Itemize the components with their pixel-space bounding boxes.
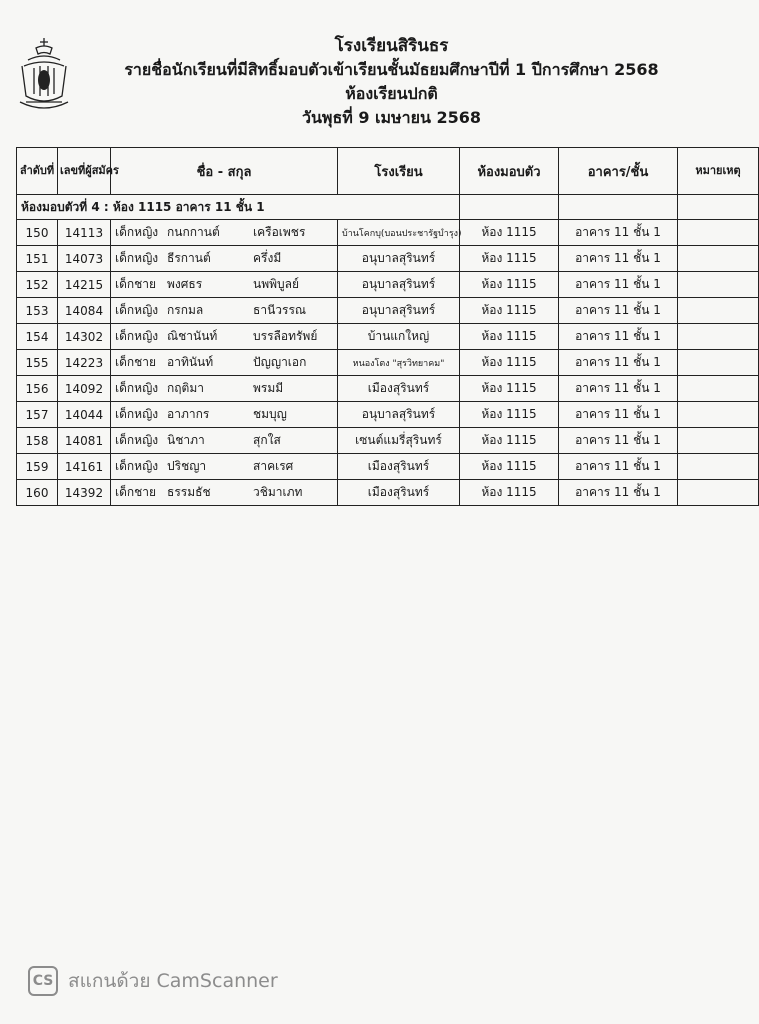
building-cell: อาคาร 11 ชั้น 1 (559, 298, 678, 324)
name-cell (111, 298, 338, 324)
name-group (115, 379, 333, 398)
group-row (17, 195, 759, 220)
table-row (17, 220, 759, 246)
first-name: นิชาภา (167, 433, 205, 447)
document-date: วันพุธที่ 9 เมษายน 2568 (301, 108, 481, 127)
seq-cell: 158 (17, 428, 58, 454)
name-group (115, 431, 333, 450)
table-row (17, 298, 759, 324)
name-group (115, 483, 333, 502)
last-name: ธานีวรรณ (253, 303, 307, 317)
name-group (115, 457, 333, 476)
room-cell: ห้อง 1115 (460, 272, 559, 298)
seq-cell: 157 (17, 402, 58, 428)
name-prefix: เด็กชาย (115, 485, 157, 499)
header-note: หมายเหตุ (678, 148, 759, 195)
name-prefix: เด็กหญิง (115, 381, 159, 395)
applicant-no-cell: 14084 (58, 298, 111, 324)
table-row (17, 272, 759, 298)
header-name: ชื่อ - สกุล (111, 148, 338, 195)
name-prefix: เด็กหญิง (115, 225, 159, 239)
building-cell: อาคาร 11 ชั้น 1 (559, 220, 678, 246)
name-prefix: เด็กหญิง (115, 433, 159, 447)
school-cell: อนุบาลสุรินทร์ (338, 402, 460, 428)
name-cell (111, 324, 338, 350)
last-name: ปัญญาเอก (253, 355, 307, 369)
school-emblem-icon (16, 36, 72, 114)
note-cell (678, 272, 759, 298)
name-cell (111, 454, 338, 480)
applicant-no-cell: 14073 (58, 246, 111, 272)
first-name: ธีรกานต์ (167, 251, 211, 265)
group-room-cell (460, 195, 559, 220)
header-applicant-no: เลขที่ผู้สมัคร (58, 148, 111, 195)
first-name: ธรรมธัช (167, 485, 211, 499)
applicant-no-cell: 14161 (58, 454, 111, 480)
table-row (17, 428, 759, 454)
first-name: อาภากร (167, 407, 210, 421)
building-cell: อาคาร 11 ชั้น 1 (559, 324, 678, 350)
applicant-no-cell: 14302 (58, 324, 111, 350)
last-name: ชมบุญ (253, 407, 287, 421)
name-group (115, 301, 333, 320)
room-cell: ห้อง 1115 (460, 402, 559, 428)
last-name: พรมมี (253, 381, 284, 395)
name-cell (111, 246, 338, 272)
note-cell (678, 246, 759, 272)
building-cell: อาคาร 11 ชั้น 1 (559, 454, 678, 480)
building-cell: อาคาร 11 ชั้น 1 (559, 480, 678, 506)
last-name: นพพิบูลย์ (253, 277, 300, 291)
name-prefix: เด็กหญิง (115, 459, 159, 473)
school-cell: อนุบาลสุรินทร์ (338, 298, 460, 324)
first-name: ปริชญา (167, 459, 207, 473)
first-name: อาทินันท์ (167, 355, 214, 369)
header-seq: ลำดับที่ (17, 148, 58, 195)
school-name: โรงเรียนสิรินธร (334, 36, 449, 56)
group-note-cell (678, 195, 759, 220)
note-cell (678, 350, 759, 376)
table-row (17, 454, 759, 480)
note-cell (678, 480, 759, 506)
room-cell: ห้อง 1115 (460, 220, 559, 246)
name-prefix: เด็กหญิง (115, 251, 159, 265)
group-label: ห้องมอบตัวที่ 4 : ห้อง 1115 อาคาร 11 ชั้น 1 (17, 195, 460, 220)
applicant-no-cell: 14044 (58, 402, 111, 428)
name-prefix: เด็กหญิง (115, 329, 159, 343)
name-prefix: เด็กชาย (115, 277, 157, 291)
building-cell: อาคาร 11 ชั้น 1 (559, 246, 678, 272)
seq-cell: 156 (17, 376, 58, 402)
note-cell (678, 220, 759, 246)
document-header (70, 34, 713, 130)
camscanner-logo-icon: CS (28, 966, 58, 996)
first-name: พงศธร (167, 277, 203, 291)
name-cell (111, 376, 338, 402)
seq-cell: 153 (17, 298, 58, 324)
applicant-no-cell: 14081 (58, 428, 111, 454)
applicant-no-cell: 14215 (58, 272, 111, 298)
first-name: ณิชานันท์ (167, 329, 218, 343)
note-cell (678, 324, 759, 350)
last-name: ครึ่งมี (253, 251, 282, 265)
name-prefix: เด็กหญิง (115, 303, 159, 317)
last-name: สาคเรศ (253, 459, 294, 473)
first-name: กฤติมา (167, 381, 204, 395)
table-row (17, 246, 759, 272)
table-row (17, 324, 759, 350)
name-group (115, 249, 333, 268)
school-cell: เมืองสุรินทร์ (338, 454, 460, 480)
seq-cell: 152 (17, 272, 58, 298)
building-cell: อาคาร 11 ชั้น 1 (559, 428, 678, 454)
note-cell (678, 428, 759, 454)
seq-cell: 155 (17, 350, 58, 376)
first-name: กนกกานต์ (167, 225, 220, 239)
room-cell: ห้อง 1115 (460, 350, 559, 376)
seq-cell: 151 (17, 246, 58, 272)
room-cell: ห้อง 1115 (460, 454, 559, 480)
name-prefix: เด็กหญิง (115, 407, 159, 421)
group-building-cell (559, 195, 678, 220)
room-cell: ห้อง 1115 (460, 480, 559, 506)
table-header-row (17, 148, 759, 195)
name-cell (111, 220, 338, 246)
school-cell: อนุบาลสุรินทร์ (338, 272, 460, 298)
table-row (17, 376, 759, 402)
school-cell: เมืองสุรินทร์ (338, 480, 460, 506)
table-row (17, 402, 759, 428)
last-name: สุกใส (253, 433, 281, 447)
last-name: บรรลือทรัพย์ (253, 329, 318, 343)
applicant-no-cell: 14223 (58, 350, 111, 376)
school-cell: หนองโตง "สุรวิทยาคม" (338, 350, 460, 376)
school-cell: เซนต์แมรี่สุรินทร์ (338, 428, 460, 454)
room-cell: ห้อง 1115 (460, 298, 559, 324)
note-cell (678, 454, 759, 480)
name-cell (111, 350, 338, 376)
header-room: ห้องมอบตัว (460, 148, 559, 195)
document-title: รายชื่อนักเรียนที่มีสิทธิ์มอบตัวเข้าเรียนชั้นมัธยมศึกษาปีที่ 1 ปีการศึกษา 2568 (124, 60, 659, 79)
header-school: โรงเรียน (338, 148, 460, 195)
room-cell: ห้อง 1115 (460, 428, 559, 454)
note-cell (678, 376, 759, 402)
name-prefix: เด็กชาย (115, 355, 157, 369)
seq-cell: 154 (17, 324, 58, 350)
building-cell: อาคาร 11 ชั้น 1 (559, 376, 678, 402)
name-group (115, 405, 333, 424)
school-cell: อนุบาลสุรินทร์ (338, 246, 460, 272)
room-cell: ห้อง 1115 (460, 246, 559, 272)
first-name: กรกมล (167, 303, 204, 317)
room-cell: ห้อง 1115 (460, 324, 559, 350)
applicant-no-cell: 14392 (58, 480, 111, 506)
last-name: วชิมาเภท (253, 485, 303, 499)
name-cell (111, 428, 338, 454)
note-cell (678, 298, 759, 324)
building-cell: อาคาร 11 ชั้น 1 (559, 402, 678, 428)
name-group (115, 327, 333, 346)
school-cell: บ้านแกใหญ่ (338, 324, 460, 350)
school-cell: เมืองสุรินทร์ (338, 376, 460, 402)
name-cell (111, 402, 338, 428)
table-row (17, 480, 759, 506)
class-type: ห้องเรียนปกติ (345, 84, 438, 103)
name-cell (111, 272, 338, 298)
school-cell: บ้านโคกบุ(บอนประชารัฐบำรุง) (338, 220, 460, 246)
room-cell: ห้อง 1115 (460, 376, 559, 402)
name-group (115, 275, 333, 294)
camscanner-watermark (28, 966, 278, 996)
building-cell: อาคาร 11 ชั้น 1 (559, 272, 678, 298)
table-row (17, 350, 759, 376)
seq-cell: 159 (17, 454, 58, 480)
student-roster-table (16, 147, 759, 506)
name-cell (111, 480, 338, 506)
last-name: เครือเพชร (253, 225, 306, 239)
header-building: อาคาร/ชั้น (559, 148, 678, 195)
applicant-no-cell: 14113 (58, 220, 111, 246)
building-cell: อาคาร 11 ชั้น 1 (559, 350, 678, 376)
seq-cell: 150 (17, 220, 58, 246)
applicant-no-cell: 14092 (58, 376, 111, 402)
note-cell (678, 402, 759, 428)
seq-cell: 160 (17, 480, 58, 506)
name-group (115, 353, 333, 372)
name-group (115, 223, 333, 242)
camscanner-text: สแกนด้วย CamScanner (68, 970, 278, 992)
